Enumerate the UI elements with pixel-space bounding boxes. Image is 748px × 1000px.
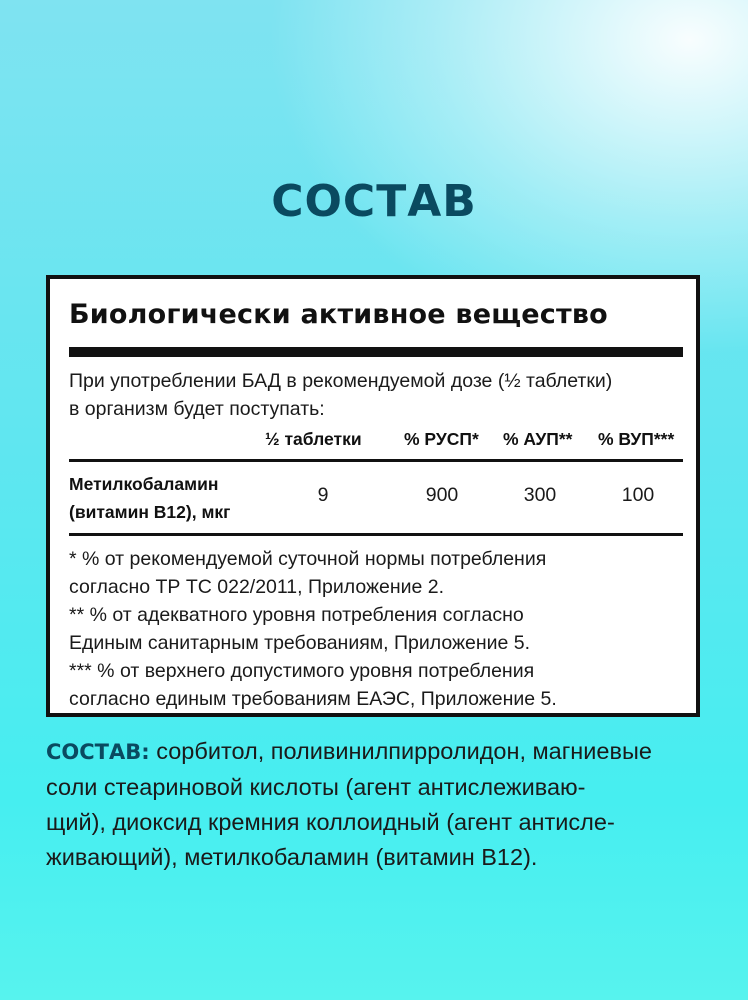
composition-line [46, 734, 706, 770]
table-cell-aup: 300 [523, 484, 557, 506]
column-header-vup: % ВУП*** [598, 429, 675, 449]
table-header-divider [69, 459, 683, 462]
row-name-line: Метилкобаламин [69, 474, 219, 494]
nutrition-facts-panel [46, 275, 700, 717]
page-title: СОСТАВ [271, 176, 477, 227]
table-row-name [69, 470, 230, 526]
footnote-line: * % от рекомендуемой суточной нормы потребления [69, 548, 547, 570]
intro-text [69, 367, 689, 423]
table-cell-rusp: 900 [425, 484, 459, 506]
intro-line: в организм будет поступать: [69, 398, 325, 420]
table-footer-divider [69, 533, 683, 536]
column-header-aup: % АУП** [503, 429, 573, 449]
footnote-line: Единым санитарным требованиям, Приложение 5. [69, 632, 531, 654]
composition-line: щий), диоксид кремния коллоидный (агент антисле- [46, 809, 615, 835]
composition-label: СОСТАВ: [46, 740, 150, 764]
panel-heading: Биологически активное вещество [69, 299, 608, 330]
footnote-line: ** % от адекватного уровня потребления согласно [69, 604, 524, 626]
table-cell-vup: 100 [621, 484, 655, 506]
column-header-rusp: % РУСП* [404, 429, 479, 449]
table-cell-dose: 9 [317, 484, 329, 506]
composition-line-text: сорбитол, поливинилпирролидон, магниевые [149, 738, 652, 764]
footnote-line: согласно единым требованиям ЕАЭС, Приложение 5. [69, 688, 557, 710]
footnotes [69, 545, 694, 713]
footnote-line: согласно ТР ТС 022/2011, Приложение 2. [69, 576, 445, 598]
column-header-dose: ½ таблетки [265, 429, 362, 449]
footnote-line: *** % от верхнего допустимого уровня потребления [69, 660, 535, 682]
intro-line: При употреблении БАД в рекомендуемой дозе (½ таблетки) [69, 370, 613, 392]
composition-line: живающий), метилкобаламин (витамин В12). [46, 844, 538, 870]
composition-text [46, 734, 706, 875]
row-name-line: (витамин В12), мкг [69, 502, 231, 522]
composition-line: соли стеариновой кислоты (агент антислеживаю- [46, 774, 586, 800]
heading-divider [69, 347, 683, 357]
